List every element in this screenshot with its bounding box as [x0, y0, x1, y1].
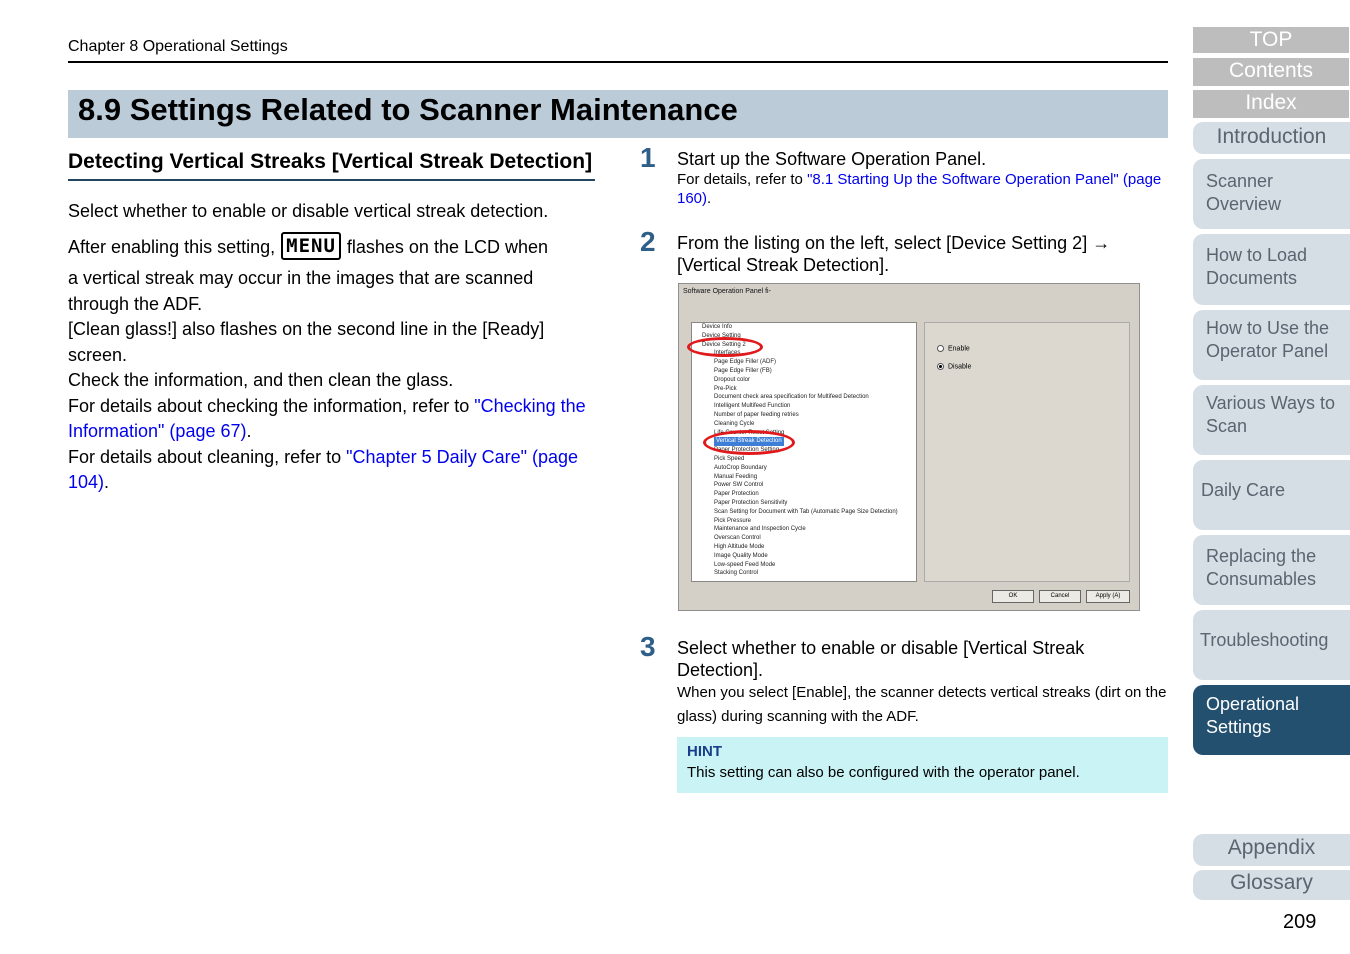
p2-after: flashes on the LCD when [346, 236, 549, 257]
tree-item-label: Life Counter Reset Setting [714, 429, 785, 436]
nav-index-button[interactable]: Index [1193, 90, 1349, 118]
hint-box [677, 737, 1168, 793]
hint-text: This setting can also be configured with the operator panel. [687, 764, 1080, 781]
paragraph-2 [68, 235, 595, 261]
apply-button[interactable]: Apply (A) [1086, 590, 1130, 603]
step-sub-text [677, 170, 1167, 208]
tree-item[interactable] [692, 393, 916, 402]
section-title-bar [68, 90, 1168, 138]
tree-item-label: Pick Pressure [714, 517, 752, 524]
p6-after: . [246, 421, 252, 441]
nav-tab-daily-care[interactable] [1193, 460, 1350, 530]
paragraph-4: [Clean glass!] also flashes on the second line in the [Ready] screen. [68, 319, 545, 365]
tree-item-label: Page Edge Filler (ADF) [714, 359, 777, 366]
nav-tab-scanner-overview[interactable] [1193, 159, 1350, 229]
nav-tab-replacing-consumables[interactable] [1193, 535, 1350, 605]
tree-item[interactable] [692, 473, 916, 482]
step-body [677, 148, 1167, 208]
p6-before: For details about checking the information, refer to [68, 395, 475, 416]
tree-item[interactable] [692, 376, 916, 385]
enable-radio[interactable] [937, 345, 970, 352]
step-main-text: From the listing on the left, select [Device Setting 2] → [Vertical Streak Detection]. [677, 233, 1111, 275]
disable-label: Disable [948, 363, 972, 371]
tree-item[interactable] [692, 323, 916, 332]
radio-dot [937, 345, 944, 352]
page-title: 8.9 Settings Related to Scanner Maintenance [78, 92, 738, 127]
checking-information-link[interactable]: "Checking the Information" (page 67) [68, 395, 586, 441]
nav-tab-label: Replacing the Consumables [1206, 546, 1317, 589]
tree-item[interactable] [692, 534, 916, 543]
nav-tab-operator-panel[interactable] [1193, 310, 1350, 380]
tree-item[interactable] [692, 481, 916, 490]
tree-item[interactable] [692, 411, 916, 420]
tree-item-label: Vertical Streak Detection [716, 438, 782, 445]
step-number: 1 [640, 142, 656, 173]
tree-item[interactable] [692, 455, 916, 464]
section-heading: Detecting Vertical Streaks [Vertical Streak Detection] [68, 150, 593, 173]
tree-item-label: Stacking Control [714, 570, 759, 577]
p7-after: . [104, 472, 110, 492]
p7-before: For details about cleaning, refer to [68, 446, 347, 467]
heading-rule [68, 179, 595, 181]
nav-tab-label: Scanner Overview [1206, 171, 1282, 214]
step-sub-after: . [707, 190, 712, 207]
nav-tab-ways-to-scan[interactable] [1193, 385, 1350, 455]
tree-item-label: Manual Feeding [714, 473, 758, 480]
tree-item-label: Paper Protection [714, 491, 759, 498]
tree-item-label: Paper Protection Setting [714, 447, 780, 454]
nav-contents-button[interactable]: Contents [1193, 58, 1349, 86]
tree-item-label: Intelligent Multifeed Function [714, 403, 791, 410]
hint-label: HINT [687, 743, 722, 760]
step-number: 2 [640, 226, 656, 257]
tree-item-label: Device Setting 2 [702, 341, 746, 348]
nav-introduction[interactable]: Introduction [1193, 122, 1350, 154]
tree-item[interactable] [692, 358, 916, 367]
tree-item[interactable] [692, 490, 916, 499]
tree-item[interactable] [692, 552, 916, 561]
step-body [677, 232, 1167, 276]
radio-dot [937, 363, 944, 370]
nav-glossary[interactable]: Glossary [1193, 870, 1350, 900]
chapter-header: Chapter 8 Operational Settings [68, 38, 288, 55]
tree-item-label: Scan Setting for Document with Tab (Automatic Page Size Detection) [714, 508, 898, 515]
tree-item[interactable] [692, 543, 916, 552]
tree-item-label: AutoCrop Boundary [714, 464, 767, 471]
highlight-device-setting-2 [687, 337, 763, 357]
p2-before: After enabling this setting, [68, 236, 276, 257]
disable-radio[interactable] [937, 363, 971, 370]
tree-item-label: Device Setting [702, 332, 741, 339]
page-number: 209 [1283, 911, 1317, 933]
tree-item-label: Maintenance and Inspection Cycle [714, 526, 806, 533]
nav-tab-label: Various Ways to Scan [1206, 393, 1336, 436]
cancel-button[interactable]: Cancel [1039, 590, 1081, 603]
paragraph-5: Check the information, and then clean the glass. [68, 370, 454, 390]
nav-tab-label: Troubleshooting [1200, 630, 1329, 650]
paragraph-6 [68, 394, 595, 445]
nav-top-button[interactable]: TOP [1193, 27, 1349, 53]
paragraph-1: Select whether to enable or disable vertical streak detection. [68, 201, 549, 221]
left-column [68, 148, 595, 496]
nav-tab-troubleshooting[interactable] [1193, 610, 1350, 680]
tree-item[interactable] [692, 420, 916, 429]
window-title: Software Operation Panel fi- [683, 288, 771, 295]
tree-item-label: Image Quality Mode [714, 552, 768, 559]
enable-label: Enable [948, 345, 970, 353]
tree-item-label: Low-speed Feed Mode [714, 561, 776, 568]
nav-tab-label: Daily Care [1201, 480, 1286, 500]
option-panel [924, 322, 1130, 582]
step-sub-before: For details, refer to [677, 171, 808, 188]
ok-button[interactable]: OK [992, 590, 1034, 603]
tree-item[interactable] [692, 508, 916, 517]
tree-item-label: Interfaces [714, 350, 741, 357]
nav-tab-label: How to Load Documents [1206, 245, 1308, 288]
paragraph-7 [68, 445, 595, 496]
nav-appendix[interactable]: Appendix [1193, 834, 1350, 866]
tree-item-label: Device Info [702, 324, 733, 330]
tree-item-label: Power SW Control [714, 482, 764, 489]
nav-tab-label: How to Use the Operator Panel [1206, 318, 1330, 361]
highlight-vertical-streak [703, 430, 795, 455]
tree-item[interactable] [692, 561, 916, 570]
tree-item[interactable] [692, 464, 916, 473]
step-main-text: Start up the Software Operation Panel. [677, 149, 987, 169]
tree-item-label: Page Edge Filler (FB) [714, 367, 772, 374]
software-operation-panel-screenshot [678, 283, 1140, 611]
tree-item-label: Dropout color [714, 376, 751, 383]
nav-tab-load-documents[interactable] [1193, 234, 1350, 305]
tree-item[interactable] [692, 367, 916, 376]
tree-item-label: Pick Speed [714, 455, 745, 462]
starting-panel-link[interactable]: "8.1 Starting Up the Software Operation Panel" (page 160) [677, 171, 1162, 207]
tree-item[interactable] [692, 385, 916, 394]
step-sub-text: When you select [Enable], the scanner detects vertical streaks (dirt on the glass) during scanning with the ADF. [677, 684, 1167, 725]
tree-item-label: Paper Protection Sensitivity [714, 499, 788, 506]
header-rule [68, 61, 1168, 63]
tree-item-label: High Altitude Mode [714, 543, 765, 550]
daily-care-link[interactable]: "Chapter 5 Daily Care" (page 104) [68, 446, 579, 492]
tree-item[interactable] [692, 517, 916, 526]
tree-item-label: Cleaning Cycle [714, 420, 755, 427]
step-body [677, 637, 1167, 729]
tree-item[interactable] [692, 499, 916, 508]
nav-tab-label: Operational Settings [1206, 694, 1300, 737]
tree-item[interactable] [692, 569, 916, 578]
step-number: 3 [640, 631, 656, 662]
menu-icon: MENU [281, 232, 341, 260]
tree-item[interactable] [692, 525, 916, 534]
nav-tab-operational-settings[interactable] [1193, 685, 1350, 755]
paragraph-3: a vertical streak may occur in the images that are scanned through the ADF. [68, 268, 534, 314]
tree-item-label: Overscan Control [714, 535, 761, 542]
tree-item-label: Pre-Pick [714, 385, 737, 392]
tree-item-label: Document check area specification for Multifeed Detection [714, 394, 869, 401]
tree-item-label: Number of paper feeding retries [714, 411, 799, 418]
step-main-text: Select whether to enable or disable [Vertical Streak Detection]. [677, 638, 1085, 680]
tree-item[interactable] [692, 402, 916, 411]
